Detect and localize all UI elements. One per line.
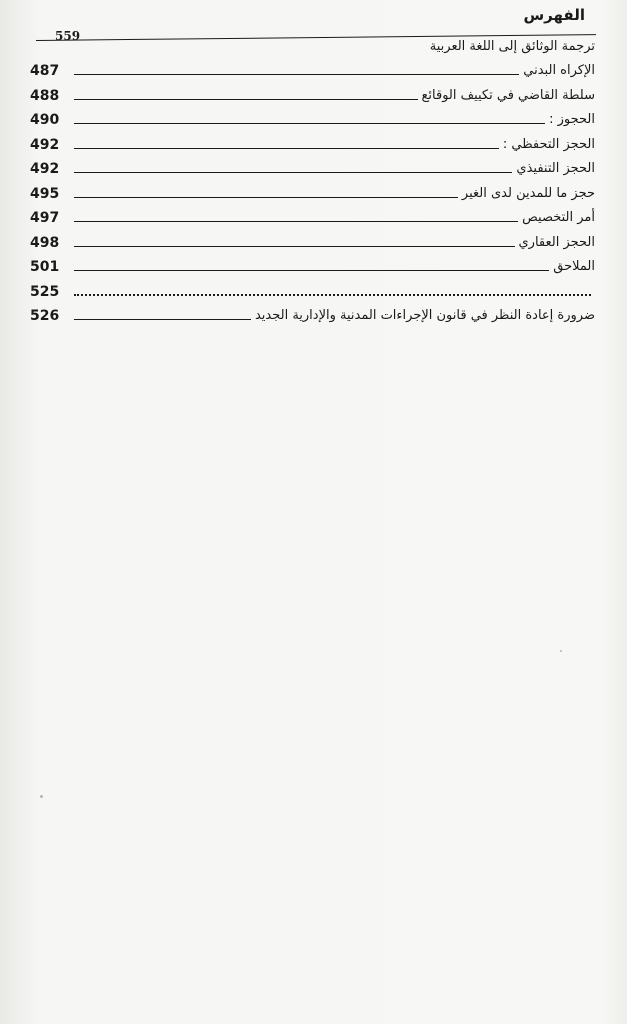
toc-entry-page: 498 [30,234,60,251]
toc-leader-line [74,99,418,100]
table-of-contents [30,32,595,326]
toc-entry-title: سلطة القاضي في تكييف الوقائع [421,87,595,103]
running-title: الفهرس [523,6,585,24]
toc-entry [30,253,595,278]
toc-entry-page: 492 [30,136,60,153]
toc-entry-page: 526 [30,308,60,324]
toc-entry-page: 488 [30,87,60,104]
toc-entry-page: 497 [30,210,60,226]
toc-entry [30,179,595,204]
toc-entry [30,32,595,57]
toc-leader-line [74,172,512,173]
toc-entry-title: أمر التخصيص [522,210,595,225]
toc-entry-page: 495 [30,185,60,202]
paper-speck [40,795,43,798]
toc-leader-dots [74,294,591,296]
toc-leader-line [74,123,545,124]
toc-leader-line [74,221,518,222]
toc-leader-line [74,197,458,198]
toc-entry [30,81,595,106]
toc-leader-line [74,246,515,247]
toc-entry-title: ترجمة الوثائق إلى اللغة العربية [429,38,595,54]
toc-leader-line [74,74,519,75]
toc-entry-title: ضرورة إعادة النظر في قانون الإجراءات المدنية والإدارية الجديد [254,308,595,323]
toc-entry-page: 490 [30,112,60,128]
toc-entry-page: 492 [30,161,60,177]
toc-entry [30,155,595,180]
toc-entry-page: 501 [30,259,60,275]
toc-entry [30,302,595,327]
paper-speck [560,650,562,652]
toc-leader-line [74,270,549,271]
toc-entry-title: الإكراه البدني [523,63,595,78]
toc-entry-title: الحجز التنفيذي [516,161,595,176]
toc-entry-title: حجز ما للمدين لدى الغير [461,185,595,201]
toc-entry-title: الحجز التحفظي : [502,136,595,152]
toc-entry [30,57,595,82]
toc-entry-title: الملاحق [553,259,595,274]
toc-entry [30,130,595,155]
toc-entry-page: 525 [30,283,60,300]
toc-leader-line [74,148,499,149]
toc-entry [30,204,595,229]
toc-entry-title: الحجوز : [549,112,595,127]
toc-leader-line [74,319,251,320]
page-number: 559 [55,29,81,43]
toc-entry [30,228,595,253]
toc-entry [30,106,595,131]
toc-entry-page: 487 [30,63,60,79]
toc-entry [30,277,595,302]
toc-entry-title: الحجز العقاري [518,234,595,250]
